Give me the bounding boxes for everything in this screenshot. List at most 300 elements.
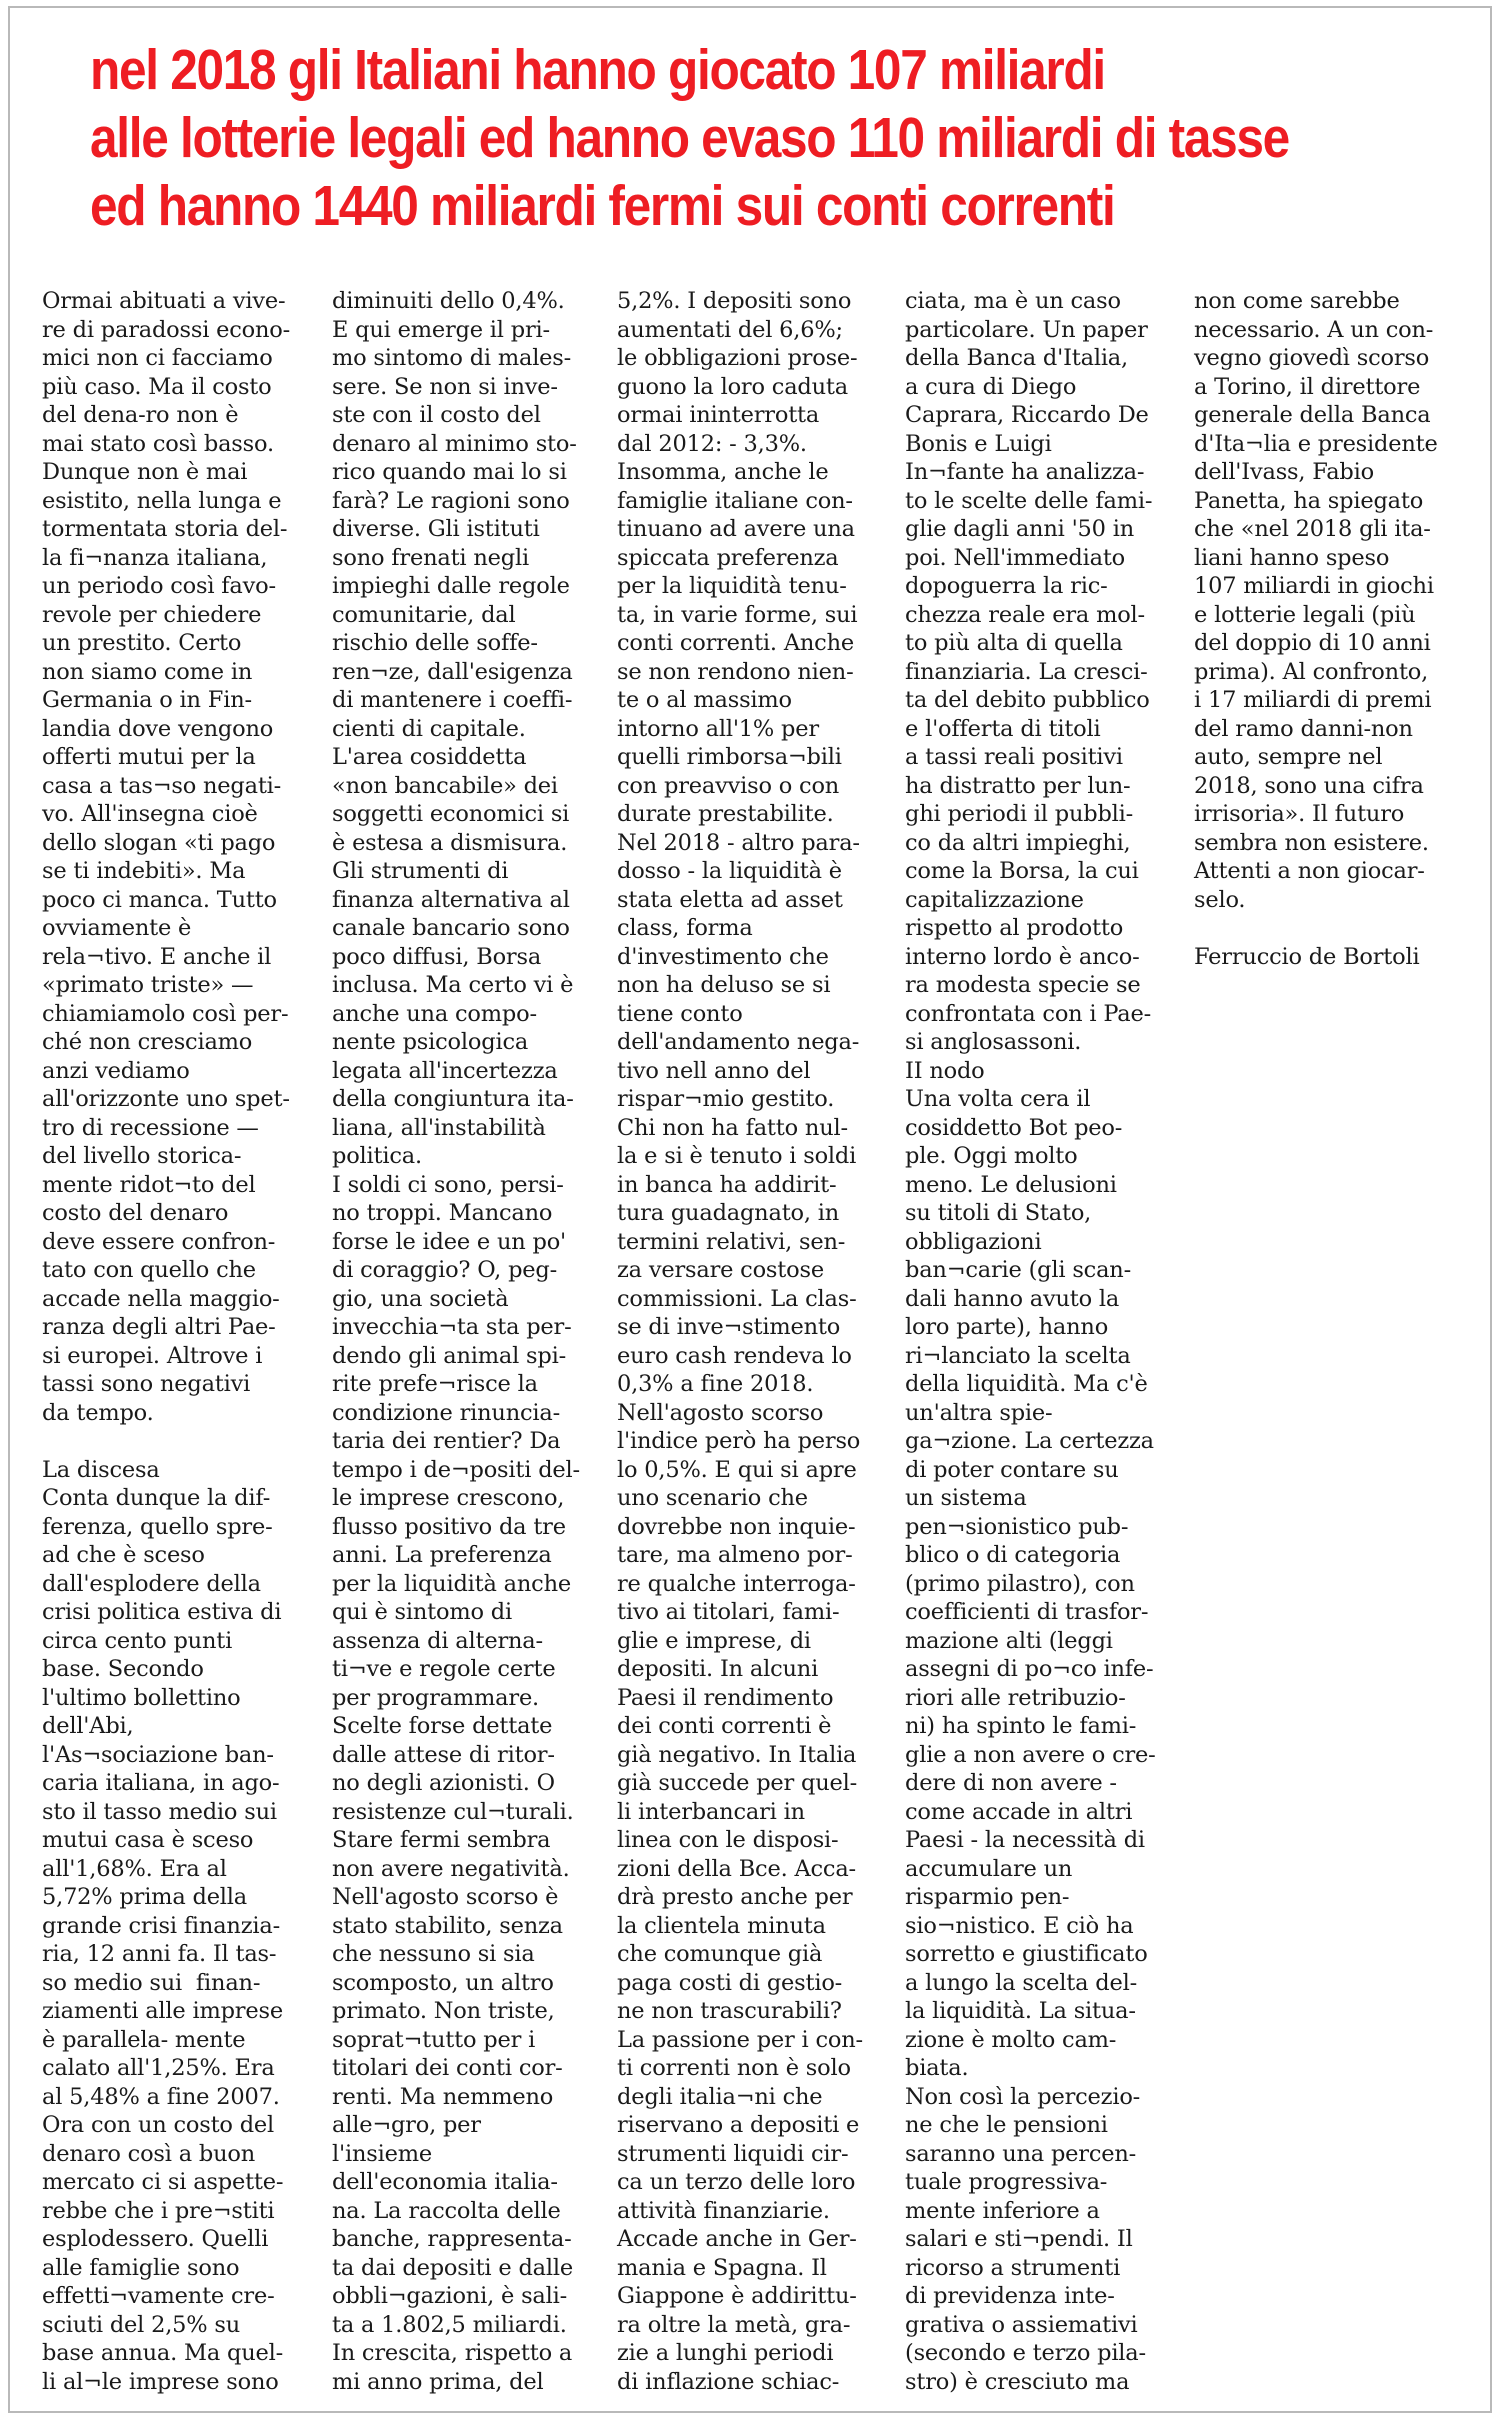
text-line: ghi periodi il pubbli- bbox=[905, 801, 1134, 827]
text-line: Insomma, anche le bbox=[617, 459, 829, 485]
text-line: tassi sono negativi bbox=[42, 1371, 251, 1397]
text-line: finanza alternativa al bbox=[332, 886, 570, 913]
text-line: accade nella maggio- bbox=[42, 1285, 280, 1312]
text-line: tivo ai titolari, fami- bbox=[617, 1599, 840, 1625]
text-line: costo del denaro bbox=[42, 1200, 229, 1226]
text-line: qui è sintomo di bbox=[332, 1599, 512, 1625]
text-line: rispetto al prodotto bbox=[905, 915, 1124, 941]
text-line: ne che le pensioni bbox=[905, 2112, 1108, 2138]
text-line: stato stabilito, senza bbox=[332, 1912, 563, 1939]
text-line: ovviamente è bbox=[42, 915, 192, 941]
text-line: stata eletta ad asset bbox=[617, 886, 843, 913]
text-line: ria, 12 anni fa. Il tas- bbox=[42, 1941, 277, 1967]
text-line: Una volta cera il bbox=[905, 1086, 1091, 1112]
text-line: linea con le disposi- bbox=[617, 1827, 839, 1853]
text-line: so medio sui finan- bbox=[42, 1969, 261, 1996]
text-line: è estesa a dismisura. bbox=[332, 829, 568, 856]
text-line: anni. La preferenza bbox=[332, 1542, 552, 1568]
text-line: l'As¬sociazione ban- bbox=[42, 1741, 274, 1768]
text-line: con preavviso o con bbox=[617, 772, 840, 799]
text-line: anzi vediamo bbox=[42, 1057, 190, 1084]
text-line: d'investimento che bbox=[617, 943, 829, 970]
text-line: tivo nell anno del bbox=[617, 1057, 811, 1084]
text-line: La discesa bbox=[42, 1456, 160, 1483]
text-line: su titoli di Stato, bbox=[905, 1200, 1092, 1226]
text-line: dosso - la liquidità è bbox=[617, 858, 842, 884]
text-line: si europei. Altrove i bbox=[42, 1342, 263, 1369]
text-line: vo. All'insegna cioè bbox=[42, 801, 258, 827]
text-line: diverse. Gli istituti bbox=[332, 516, 540, 542]
text-line: crisi politica estiva di bbox=[42, 1599, 282, 1625]
text-line: Nel 2018 - altro para- bbox=[617, 829, 860, 856]
text-line: biata. bbox=[905, 2055, 969, 2081]
text-line: inclusa. Ma certo vi è bbox=[332, 972, 574, 998]
text-line: ri¬lanciato la scelta bbox=[905, 1342, 1131, 1369]
text-line: II nodo bbox=[905, 1057, 985, 1084]
text-line: le obbligazioni prose- bbox=[617, 345, 858, 371]
text-line: degli italia¬ni che bbox=[617, 2083, 823, 2110]
text-line: della liquidità. Ma c'è bbox=[905, 1371, 1148, 1397]
text-line: del dena-ro non è bbox=[42, 402, 239, 428]
text-line: 5,72% prima della bbox=[42, 1884, 248, 1910]
text-line: al 5,48% a fine 2007. bbox=[42, 2083, 280, 2110]
text-line: del livello storica- bbox=[42, 1143, 242, 1169]
text-line: rela¬tivo. E anche il bbox=[42, 943, 272, 970]
text-line: di inflazione schiac- bbox=[617, 2368, 840, 2395]
text-line: non come sarebbe bbox=[1194, 288, 1400, 314]
text-line: ricorso a strumenti bbox=[905, 2254, 1121, 2281]
text-line: (secondo e terzo pila- bbox=[905, 2340, 1146, 2366]
text-line: soprat¬tutto per i bbox=[332, 2026, 536, 2053]
headline-line: ed hanno 1440 miliardi fermi sui conti correnti bbox=[90, 174, 1115, 238]
text-line: mercato ci si aspette- bbox=[42, 2169, 284, 2195]
text-line: come accade in altri bbox=[905, 1798, 1133, 1825]
text-line: non avere negatività. bbox=[332, 1855, 570, 1882]
text-line: loro parte), hanno bbox=[905, 1314, 1109, 1340]
text-line: di coraggio? O, peg- bbox=[332, 1257, 557, 1283]
text-line: la fi¬nanza italiana, bbox=[42, 544, 268, 571]
text-line: ra oltre la metà, gra- bbox=[617, 2311, 851, 2338]
text-line: strumenti liquidi cir- bbox=[617, 2140, 849, 2167]
text-line: poco ci manca. Tutto bbox=[42, 886, 277, 913]
text-line: Ora con un costo del bbox=[42, 2112, 275, 2138]
text-line: intorno all'1% per bbox=[617, 715, 819, 742]
text-line: Non così la percezio- bbox=[905, 2083, 1141, 2110]
text-line: non siamo come in bbox=[42, 658, 253, 685]
text-line: chiamiamolo così per- bbox=[42, 1000, 289, 1027]
text-line: invecchia¬ta sta per- bbox=[332, 1314, 572, 1340]
text-line: In¬fante ha analizza- bbox=[905, 459, 1145, 485]
text-line: ciata, ma è un caso bbox=[905, 288, 1121, 314]
text-line: ca un terzo delle loro bbox=[617, 2169, 856, 2195]
headline bbox=[90, 36, 1308, 240]
text-line: denaro al minimo sto- bbox=[332, 430, 577, 457]
text-line: saranno una percen- bbox=[905, 2140, 1137, 2167]
text-line: irrisoria». Il futuro bbox=[1194, 801, 1405, 827]
text-line: mania e Spagna. Il bbox=[617, 2254, 827, 2281]
text-line: termini relativi, sen- bbox=[617, 1228, 846, 1255]
text-line: za versare costose bbox=[617, 1257, 824, 1283]
text-line: tinuano ad avere una bbox=[617, 516, 855, 542]
text-line: legata all'incertezza bbox=[332, 1057, 558, 1084]
text-line: tempo i de¬positi del- bbox=[332, 1456, 580, 1483]
text-line: di mantenere i coeffi- bbox=[332, 687, 573, 713]
text-line: la e si è tenuto i soldi bbox=[617, 1143, 857, 1169]
text-line: sto il tasso medio sui bbox=[42, 1798, 277, 1825]
text-line: class, forma bbox=[617, 915, 753, 941]
text-line: della congiuntura ita- bbox=[332, 1086, 574, 1112]
text-line: l'ultimo bollettino bbox=[42, 1684, 241, 1711]
text-line: Paesi - la necessità di bbox=[905, 1827, 1145, 1853]
article-column-1 bbox=[42, 287, 291, 2396]
text-line: all'orizzonte uno spet- bbox=[42, 1086, 290, 1112]
text-line: revole per chiedere bbox=[42, 601, 262, 628]
text-line: titolari dei conti cor- bbox=[332, 2055, 563, 2081]
text-line: un sistema bbox=[905, 1485, 1027, 1511]
text-line: a lungo la scelta del- bbox=[905, 1969, 1137, 1996]
text-line: taria dei rentier? Da bbox=[332, 1428, 561, 1454]
text-line: glie e imprese, di bbox=[617, 1627, 811, 1654]
text-line: la clientela minuta bbox=[617, 1912, 826, 1939]
text-line: salari e sti¬pendi. Il bbox=[905, 2226, 1133, 2252]
text-line: forse le idee e un po' bbox=[332, 1228, 567, 1255]
text-line: rispar¬mio gestito. bbox=[617, 1086, 835, 1112]
text-line: sorretto e giustificato bbox=[905, 1941, 1148, 1967]
text-line: già succede per quel- bbox=[617, 1770, 858, 1796]
text-line: (primo pilastro), con bbox=[905, 1570, 1135, 1597]
text-line: co da altri impieghi, bbox=[905, 829, 1131, 856]
text-line: dere di non avere - bbox=[905, 1770, 1117, 1796]
text-line: mazione alti (leggi bbox=[905, 1627, 1113, 1654]
text-line: Germania o in Fin- bbox=[42, 687, 252, 713]
text-line: drà presto anche per bbox=[617, 1884, 853, 1910]
text-line: stro) è cresciuto ma bbox=[905, 2368, 1130, 2395]
text-line: a tassi reali positivi bbox=[905, 744, 1123, 770]
text-line: alle famiglie sono bbox=[42, 2254, 240, 2281]
text-line: ranza degli altri Pae- bbox=[42, 1314, 276, 1340]
text-line: dopoguerra la ric- bbox=[905, 573, 1108, 599]
text-line: glie a non avere o cre- bbox=[905, 1741, 1156, 1768]
text-line: se ti indebiti». Ma bbox=[42, 858, 246, 884]
text-line: ferenza, quello spre- bbox=[42, 1513, 273, 1540]
text-line: che comunque già bbox=[617, 1941, 823, 1967]
text-line: ta a 1.802,5 miliardi. bbox=[332, 2311, 567, 2338]
text-line: politica. bbox=[332, 1143, 422, 1169]
text-line: sono frenati negli bbox=[332, 544, 529, 571]
text-line: che nessuno si sia bbox=[332, 1941, 535, 1967]
text-line: ché non cresciamo bbox=[42, 1029, 253, 1055]
text-line: euro cash rendeva lo bbox=[617, 1342, 852, 1369]
text-line: ni) ha spinto le fami- bbox=[905, 1713, 1137, 1739]
text-line: scomposto, un altro bbox=[332, 1969, 554, 1996]
text-line: canale bancario sono bbox=[332, 915, 570, 941]
text-line: Gli strumenti di bbox=[332, 858, 509, 884]
text-line: liana, all'instabilità bbox=[332, 1114, 546, 1141]
text-line: obbli¬gazioni, è sali- bbox=[332, 2283, 568, 2309]
text-line: grande crisi finanzia- bbox=[42, 1912, 280, 1939]
text-line: Panetta, ha spiegato bbox=[1194, 487, 1424, 514]
text-line: tro di recessione — bbox=[42, 1114, 259, 1141]
text-line: i 17 miliardi di premi bbox=[1194, 687, 1432, 713]
text-line: base. Secondo bbox=[42, 1656, 204, 1682]
text-line: tiene conto bbox=[617, 1000, 743, 1027]
text-line: di poter contare su bbox=[905, 1456, 1119, 1483]
article-column-3 bbox=[617, 287, 863, 2396]
text-line: grativa o assiemativi bbox=[905, 2311, 1138, 2338]
text-line: Bonis e Luigi bbox=[905, 430, 1052, 457]
text-line: di previdenza inte- bbox=[905, 2283, 1115, 2309]
text-line: mici non ci facciamo bbox=[42, 345, 273, 371]
text-line bbox=[1194, 914, 1382, 943]
text-line: anche una compo- bbox=[332, 1000, 537, 1027]
text-line: in banca ha addirit- bbox=[617, 1171, 837, 1198]
text-line: dendo gli animal spi- bbox=[332, 1342, 567, 1369]
text-line: cosiddetto Bot peo- bbox=[905, 1114, 1123, 1141]
text-line: come la Borsa, la cui bbox=[905, 858, 1139, 884]
text-line: rischio delle soffe- bbox=[332, 630, 538, 656]
headline-line: nel 2018 gli Italiani hanno giocato 107 miliardi bbox=[90, 38, 1105, 102]
text-line: ban¬carie (gli scan- bbox=[905, 1257, 1131, 1283]
text-line: dei conti correnti è bbox=[617, 1713, 832, 1739]
text-line: Nell'agosto scorso è bbox=[332, 1884, 559, 1910]
text-line: 5,2%. I depositi sono bbox=[617, 288, 852, 314]
text-line: dalle attese di ritor- bbox=[332, 1741, 555, 1768]
text-line: le imprese crescono, bbox=[332, 1485, 565, 1511]
text-line: un'altra spie- bbox=[905, 1399, 1053, 1426]
text-line: landia dove vengono bbox=[42, 715, 274, 742]
text-line: Nell'agosto scorso bbox=[617, 1399, 824, 1426]
text-line: generale della Banca bbox=[1194, 402, 1431, 428]
text-line: uno scenario che bbox=[617, 1485, 808, 1511]
text-line: zie a lunghi periodi bbox=[617, 2340, 834, 2366]
text-line: poi. Nell'immediato bbox=[905, 544, 1126, 571]
text-line: dovrebbe non inquie- bbox=[617, 1513, 856, 1540]
text-line: ste con il costo del bbox=[332, 402, 541, 428]
text-line: base annua. Ma quel- bbox=[42, 2340, 284, 2366]
text-line: per la liquidità tenu- bbox=[617, 573, 847, 599]
text-line: riori alle retribuzio- bbox=[905, 1684, 1126, 1711]
text-line: re qualche interroga- bbox=[617, 1570, 856, 1597]
text-line: della Banca d'Italia, bbox=[905, 345, 1128, 371]
text-line: mente ridot¬to del bbox=[42, 1171, 256, 1198]
text-line: l'indice però ha perso bbox=[617, 1428, 861, 1454]
text-line: dali hanno avuto la bbox=[905, 1285, 1120, 1312]
text-line: offerti mutui per la bbox=[42, 744, 256, 770]
text-line: comunitarie, dal bbox=[332, 601, 516, 628]
text-line: E qui emerge il pri- bbox=[332, 316, 550, 343]
text-line: rico quando mai lo si bbox=[332, 459, 567, 485]
text-line: to le scelte delle fami- bbox=[905, 487, 1153, 514]
text-line: Stare fermi sembra bbox=[332, 1827, 551, 1853]
text-line: Ferruccio de Bortoli bbox=[1194, 943, 1420, 970]
text-line: glie dagli anni '50 in bbox=[905, 516, 1135, 542]
text-line: depositi. In alcuni bbox=[617, 1656, 819, 1682]
text-line: un prestito. Certo bbox=[42, 630, 242, 656]
text-line: deve essere confron- bbox=[42, 1228, 276, 1255]
text-line: obbligazioni bbox=[905, 1228, 1042, 1255]
text-line: durate prestabilite. bbox=[617, 801, 834, 827]
text-line: confrontata con i Pae- bbox=[905, 1000, 1152, 1027]
text-line: tare, ma almeno por- bbox=[617, 1542, 853, 1568]
text-line: ga¬zione. La certezza bbox=[905, 1428, 1154, 1454]
text-line: sembra non esistere. bbox=[1194, 829, 1429, 856]
text-line: dell'economia italia- bbox=[332, 2169, 558, 2195]
text-line: commissioni. La clas- bbox=[617, 1285, 857, 1312]
text-line: diminuiti dello 0,4%. bbox=[332, 288, 565, 314]
text-line: accumulare un bbox=[905, 1855, 1073, 1882]
text-line: Giappone è addirittu- bbox=[617, 2283, 857, 2309]
text-line: li al¬le imprese sono bbox=[42, 2368, 279, 2395]
text-line: famiglie italiane con- bbox=[617, 487, 853, 514]
text-line: che «nel 2018 gli ita- bbox=[1194, 516, 1431, 542]
text-line: dall'esplodere della bbox=[42, 1570, 261, 1597]
text-line: tuale progressiva- bbox=[905, 2169, 1108, 2195]
text-line: soggetti economici si bbox=[332, 801, 570, 827]
text-line: già negativo. In Italia bbox=[617, 1741, 857, 1768]
text-line: se di inve¬stimento bbox=[617, 1314, 841, 1340]
text-line: non ha deluso se si bbox=[617, 972, 831, 998]
text-line: ta del debito pubblico bbox=[905, 687, 1150, 713]
text-line: circa cento punti bbox=[42, 1627, 233, 1654]
text-line: dell'Abi, bbox=[42, 1713, 134, 1739]
text-line: «non bancabile» dei bbox=[332, 772, 558, 799]
text-line: dell'Ivass, Fabio bbox=[1194, 459, 1374, 485]
text-line: Paesi il rendimento bbox=[617, 1684, 834, 1711]
text-line: liani hanno speso bbox=[1194, 544, 1390, 571]
text-line: del doppio di 10 anni bbox=[1194, 630, 1431, 656]
text-line: spiccata preferenza bbox=[617, 544, 839, 571]
text-line: cienti di capitale. bbox=[332, 715, 526, 742]
text-line: effetti¬vamente cre- bbox=[42, 2283, 275, 2309]
text-line: denaro così a buon bbox=[42, 2140, 256, 2167]
text-line: coefficienti di trasfor- bbox=[905, 1599, 1149, 1625]
text-line: Attenti a non giocar- bbox=[1194, 858, 1425, 884]
text-line: re di paradossi econo- bbox=[42, 316, 291, 343]
text-line: d'Ita¬lia e presidente bbox=[1194, 430, 1438, 457]
text-line: interno lordo è anco- bbox=[905, 943, 1140, 970]
text-line: banche, rappresenta- bbox=[332, 2226, 572, 2252]
text-line: Ormai abituati a vive- bbox=[42, 288, 286, 314]
text-line: pen¬sionistico pub- bbox=[905, 1513, 1129, 1540]
text-line: L'area cosiddetta bbox=[332, 744, 527, 770]
text-line: selo. bbox=[1194, 886, 1246, 913]
text-line: rebbe che i pre¬stiti bbox=[42, 2197, 275, 2224]
text-line: renti. Ma nemmeno bbox=[332, 2083, 554, 2110]
text-line: Caprara, Riccardo De bbox=[905, 402, 1149, 428]
article-column-5 bbox=[1194, 287, 1438, 971]
text-line: nente psicologica bbox=[332, 1029, 529, 1055]
text-line: sciuti del 2,5% su bbox=[42, 2311, 241, 2338]
article-column-4 bbox=[905, 287, 1156, 2396]
text-line: ti¬ve e regole certe bbox=[332, 1656, 556, 1682]
text-line: si anglosassoni. bbox=[905, 1029, 1082, 1055]
text-line: Accade anche in Ger- bbox=[617, 2226, 857, 2252]
text-line: auto, sempre nel bbox=[1194, 744, 1383, 770]
text-line: finanziaria. La cresci- bbox=[905, 658, 1148, 685]
text-line: all'1,68%. Era al bbox=[42, 1855, 227, 1882]
text-line: casa a tas¬so negati- bbox=[42, 772, 282, 799]
text-line: no degli azionisti. O bbox=[332, 1770, 555, 1796]
text-line: 0,3% a fine 2018. bbox=[617, 1371, 814, 1397]
text-line: caria italiana, in ago- bbox=[42, 1770, 280, 1796]
text-line: impieghi dalle regole bbox=[332, 573, 570, 599]
text-line: 2018, sono una cifra bbox=[1194, 772, 1424, 799]
text-line: particolare. Un paper bbox=[905, 316, 1148, 343]
text-line: ra modesta specie se bbox=[905, 972, 1141, 998]
article-column-2 bbox=[332, 287, 580, 2396]
text-line: ta, in varie forme, sui bbox=[617, 601, 858, 628]
text-line: paga costi di gestio- bbox=[617, 1969, 843, 1996]
text-line: gio, una società bbox=[332, 1285, 509, 1312]
text-line: un periodo così favo- bbox=[42, 573, 276, 599]
text-line: farà? Le ragioni sono bbox=[332, 487, 570, 514]
text-line: mai stato così basso. bbox=[42, 430, 274, 457]
text-line: necessario. A un con- bbox=[1194, 316, 1434, 343]
text-line: zioni della Bce. Acca- bbox=[617, 1855, 856, 1882]
text-line: flusso positivo da tre bbox=[332, 1513, 566, 1540]
text-line: se non rendono nien- bbox=[617, 658, 854, 685]
text-line: ha distratto per lun- bbox=[905, 772, 1131, 799]
text-line: tato con quello che bbox=[42, 1257, 256, 1283]
text-line: a Torino, il direttore bbox=[1194, 373, 1421, 400]
text-line: tura guadagnato, in bbox=[617, 1200, 840, 1226]
text-line: quelli rimborsa¬bili bbox=[617, 744, 842, 770]
text-line: è parallela- mente bbox=[42, 2026, 246, 2053]
text-line: no troppi. Mancano bbox=[332, 1200, 553, 1226]
text-line: aumentati del 6,6%; bbox=[617, 316, 843, 343]
text-line: alle¬gro, per bbox=[332, 2112, 481, 2138]
text-line: ne non trascurabili? bbox=[617, 1998, 842, 2024]
headline-line: alle lotterie legali ed hanno evaso 110 miliardi di tasse bbox=[90, 106, 1289, 170]
text-line: e l'offerta di titoli bbox=[905, 715, 1101, 742]
text-line: mutui casa è sceso bbox=[42, 1827, 254, 1853]
text-line: chezza reale era mol- bbox=[905, 601, 1145, 628]
text-line: esplodessero. Quelli bbox=[42, 2226, 269, 2252]
text-line: na. La raccolta delle bbox=[332, 2197, 561, 2224]
text-line: ziamenti alle imprese bbox=[42, 1998, 283, 2024]
text-line: risparmio pen- bbox=[905, 1884, 1070, 1910]
text-line: zione è molto cam- bbox=[905, 2026, 1117, 2053]
text-line: condizione rinuncia- bbox=[332, 1399, 561, 1426]
text-line: capitalizzazione bbox=[905, 886, 1084, 913]
text-line: del ramo danni-non bbox=[1194, 715, 1413, 742]
text-line: mente inferiore a bbox=[905, 2197, 1100, 2224]
text-line: e lotterie legali (più bbox=[1194, 601, 1416, 628]
text-line: a cura di Diego bbox=[905, 373, 1077, 400]
text-line: l'insieme bbox=[332, 2140, 432, 2167]
text-line: prima). Al confronto, bbox=[1194, 658, 1429, 685]
text-line: resistenze cul¬turali. bbox=[332, 1798, 574, 1825]
text-line: lo 0,5%. E qui si apre bbox=[617, 1456, 857, 1483]
text-line: guono la loro caduta bbox=[617, 373, 848, 400]
text-line: sere. Se non si inve- bbox=[332, 373, 558, 400]
text-line: riservano a depositi e bbox=[617, 2112, 860, 2138]
text-line: «primato triste» — bbox=[42, 972, 254, 998]
text-line: esistito, nella lunga e bbox=[42, 487, 282, 514]
text-line: blico o di categoria bbox=[905, 1542, 1121, 1568]
text-line: te o al massimo bbox=[617, 687, 792, 713]
text-line: assegni di po¬co infe- bbox=[905, 1656, 1154, 1682]
text-line: ti correnti non è solo bbox=[617, 2055, 851, 2081]
text-line: primato. Non triste, bbox=[332, 1998, 555, 2024]
text-line: ad che è sceso bbox=[42, 1542, 205, 1568]
text-line: dello slogan «ti pago bbox=[42, 829, 276, 856]
text-line: da tempo. bbox=[42, 1399, 154, 1426]
text-line: mo sintomo di males- bbox=[332, 345, 572, 371]
text-line: rite prefe¬risce la bbox=[332, 1371, 538, 1397]
text-line: Conta dunque la dif- bbox=[42, 1485, 271, 1511]
text-line: calato all'1,25%. Era bbox=[42, 2055, 275, 2081]
